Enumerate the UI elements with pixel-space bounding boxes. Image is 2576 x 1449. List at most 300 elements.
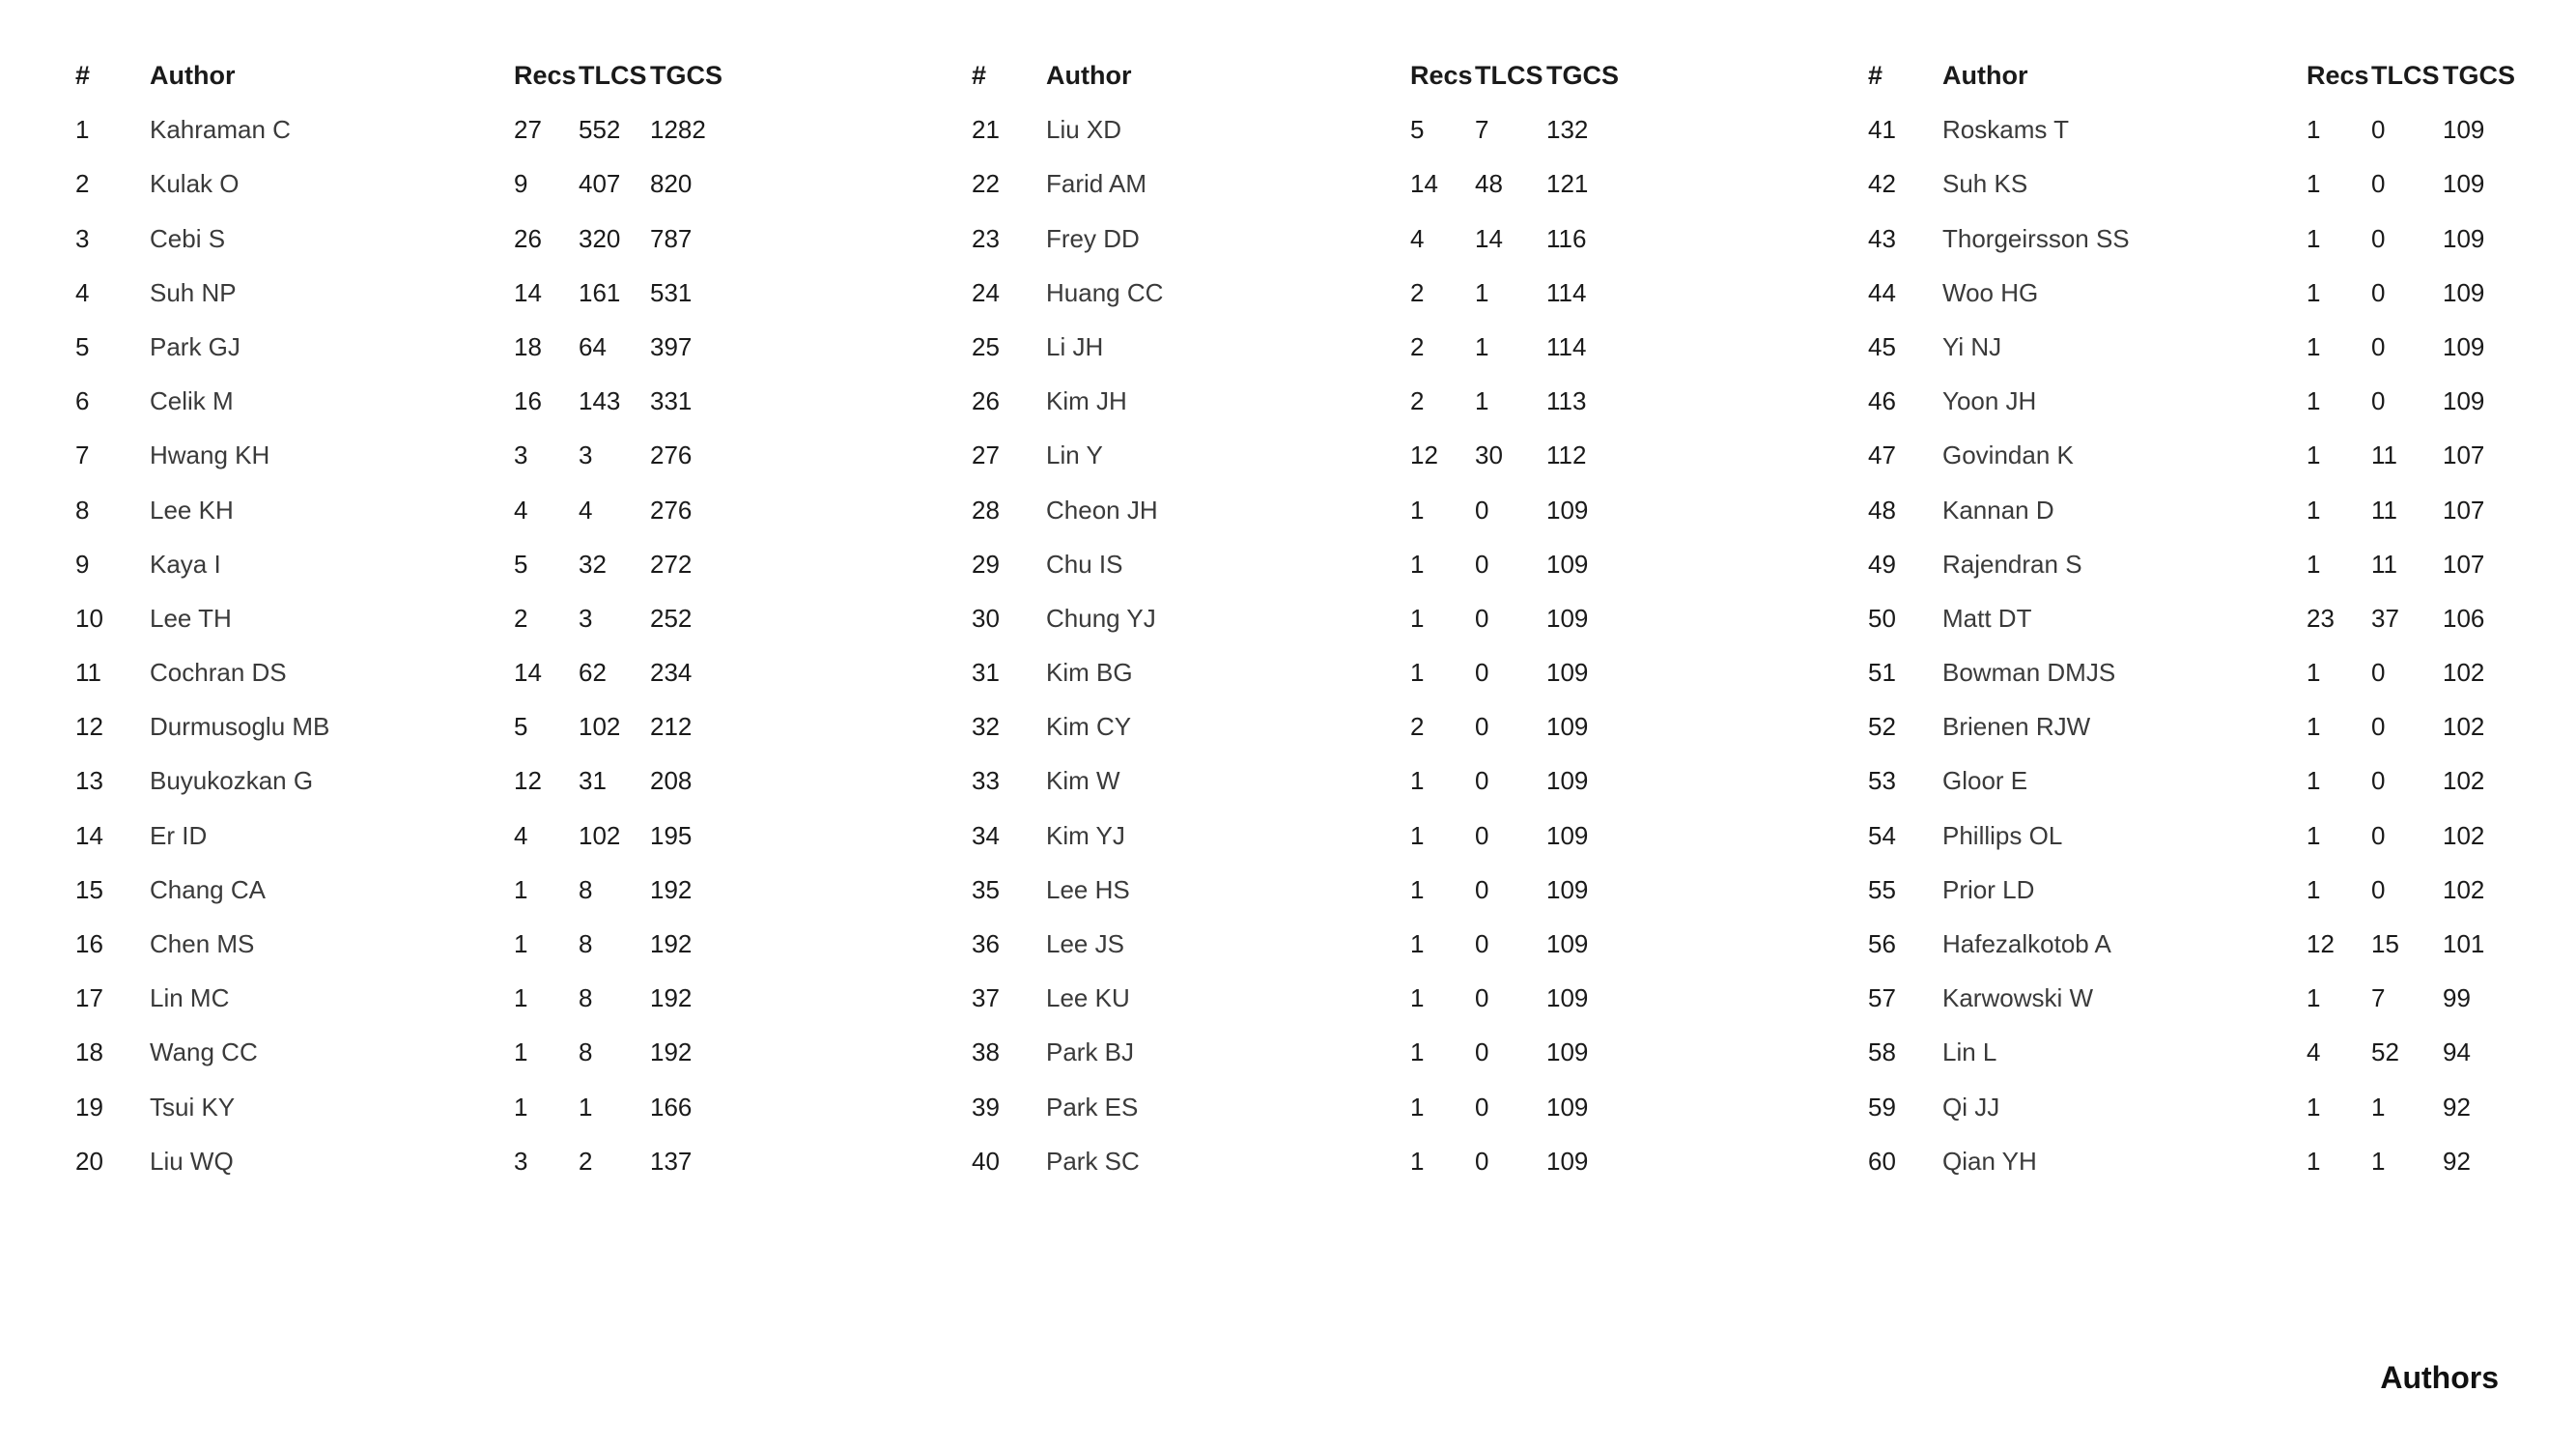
table-row [972, 1134, 1764, 1188]
cell-recs: 1 [514, 983, 528, 1013]
column-header-tgcs: TGCS [650, 61, 723, 90]
cell-author: Qi JJ [1942, 1092, 2000, 1122]
cell-tlcs: 0 [1475, 1146, 1489, 1176]
cell-tgcs: 208 [650, 766, 693, 796]
cell-tlcs: 11 [2371, 549, 2397, 579]
column-header-tgcs: TGCS [1546, 61, 1620, 90]
cell-num: 7 [75, 440, 90, 470]
cell-tlcs: 0 [2371, 223, 2386, 253]
cell-num: 17 [75, 983, 103, 1013]
table-column-block-3 [1868, 48, 2576, 1188]
cell-recs: 3 [514, 1146, 528, 1176]
cell-recs: 1 [2307, 658, 2321, 688]
cell-recs: 1 [2307, 1146, 2321, 1176]
cell-tlcs: 552 [579, 115, 621, 145]
table-row [972, 320, 1764, 374]
cell-num: 3 [75, 223, 90, 253]
table-row [75, 753, 867, 808]
table-row [972, 266, 1764, 320]
cell-tlcs: 7 [2371, 983, 2386, 1013]
cell-num: 37 [972, 983, 1000, 1013]
cell-tlcs: 1 [1475, 277, 1489, 307]
cell-tlcs: 0 [1475, 603, 1489, 633]
cell-num: 20 [75, 1146, 103, 1176]
cell-recs: 1 [2307, 115, 2321, 145]
table-row [1868, 212, 2576, 266]
table-row [1868, 374, 2576, 428]
table-row [972, 699, 1764, 753]
cell-tgcs: 1282 [650, 115, 706, 145]
table-row [1868, 537, 2576, 591]
cell-author: Celik M [150, 386, 234, 416]
cell-tlcs: 11 [2371, 495, 2397, 525]
cell-tgcs: 109 [2443, 331, 2485, 361]
table-row [75, 1025, 867, 1079]
cell-tlcs: 8 [579, 983, 593, 1013]
cell-tgcs: 102 [2443, 658, 2485, 688]
cell-tgcs: 116 [1546, 223, 1587, 253]
cell-tgcs: 109 [1546, 1146, 1589, 1176]
cell-tgcs: 820 [650, 169, 693, 199]
cell-num: 35 [972, 874, 1000, 904]
cell-num: 60 [1868, 1146, 1896, 1176]
cell-tgcs: 109 [2443, 169, 2485, 199]
table-row [1868, 753, 2576, 808]
table-row [75, 374, 867, 428]
cell-tlcs: 1 [579, 1092, 593, 1122]
table-row [1868, 266, 2576, 320]
cell-tlcs: 0 [2371, 874, 2386, 904]
cell-tlcs: 0 [2371, 277, 2386, 307]
cell-num: 10 [75, 603, 103, 633]
cell-author: Lee JS [1046, 929, 1124, 958]
cell-tlcs: 32 [579, 549, 607, 579]
table-row [75, 1134, 867, 1188]
cell-author: Yoon JH [1942, 386, 2037, 416]
cell-recs: 1 [2307, 1092, 2321, 1122]
cell-recs: 1 [2307, 766, 2321, 796]
cell-recs: 1 [1410, 983, 1425, 1013]
table-row [1868, 1025, 2576, 1079]
cell-author: Huang CC [1046, 277, 1164, 307]
cell-num: 29 [972, 549, 1000, 579]
table-row [972, 1025, 1764, 1079]
table-row [75, 863, 867, 917]
cell-num: 11 [75, 658, 101, 688]
column-header-tlcs: TLCS [579, 61, 647, 90]
cell-num: 57 [1868, 983, 1896, 1013]
cell-author: Buyukozkan G [150, 766, 314, 796]
table-row [972, 102, 1764, 156]
cell-author: Yi NJ [1942, 331, 2002, 361]
cell-recs: 14 [1410, 169, 1438, 199]
cell-author: Bowman DMJS [1942, 658, 2116, 688]
cell-recs: 1 [2307, 169, 2321, 199]
cell-tgcs: 107 [2443, 495, 2485, 525]
cell-author: Chu IS [1046, 549, 1123, 579]
cell-tlcs: 8 [579, 1037, 593, 1067]
table-row [1868, 917, 2576, 971]
cell-recs: 1 [2307, 820, 2321, 850]
cell-tlcs: 143 [579, 386, 621, 416]
cell-tlcs: 37 [2371, 603, 2399, 633]
table-row [972, 156, 1764, 211]
cell-author: Cheon JH [1046, 495, 1158, 525]
cell-tgcs: 102 [2443, 874, 2485, 904]
cell-author: Matt DT [1942, 603, 2032, 633]
cell-tlcs: 7 [1475, 115, 1489, 145]
table-row [75, 156, 867, 211]
cell-num: 24 [972, 277, 1000, 307]
cell-tlcs: 64 [579, 331, 607, 361]
cell-recs: 1 [1410, 820, 1425, 850]
cell-recs: 23 [2307, 603, 2335, 633]
cell-tlcs: 2 [579, 1146, 593, 1176]
cell-author: Park ES [1046, 1092, 1139, 1122]
table-header-row [1868, 48, 2576, 102]
cell-author: Park SC [1046, 1146, 1140, 1176]
cell-author: Tsui KY [150, 1092, 236, 1122]
cell-recs: 1 [1410, 766, 1425, 796]
table-row [75, 917, 867, 971]
table-row [1868, 971, 2576, 1025]
cell-num: 41 [1868, 115, 1896, 145]
column-header-tgcs: TGCS [2443, 61, 2516, 90]
cell-tgcs: 109 [2443, 277, 2485, 307]
cell-tgcs: 109 [2443, 223, 2485, 253]
cell-tlcs: 407 [579, 169, 621, 199]
column-header-author: Author [150, 61, 236, 90]
cell-tgcs: 109 [1546, 820, 1589, 850]
cell-recs: 1 [514, 929, 528, 958]
cell-num: 31 [972, 658, 1000, 688]
cell-tlcs: 0 [2371, 331, 2386, 361]
cell-tlcs: 0 [2371, 766, 2386, 796]
cell-tgcs: 109 [1546, 495, 1589, 525]
cell-recs: 27 [514, 115, 542, 145]
cell-recs: 12 [2307, 929, 2335, 958]
cell-num: 16 [75, 929, 103, 958]
cell-num: 36 [972, 929, 1000, 958]
cell-recs: 1 [1410, 1037, 1425, 1067]
table-row [75, 591, 867, 645]
table-row [1868, 483, 2576, 537]
cell-tlcs: 3 [579, 440, 593, 470]
cell-num: 32 [972, 712, 1000, 742]
cell-recs: 1 [2307, 440, 2321, 470]
cell-tgcs: 112 [1546, 440, 1587, 470]
cell-tgcs: 276 [650, 440, 693, 470]
table-row [1868, 320, 2576, 374]
cell-tlcs: 0 [1475, 495, 1489, 525]
cell-tlcs: 161 [579, 277, 621, 307]
cell-tlcs: 0 [1475, 1037, 1489, 1067]
table-header-row [972, 48, 1764, 102]
cell-author: Lin MC [150, 983, 230, 1013]
table-row [972, 537, 1764, 591]
column-header-recs: Recs [514, 61, 577, 90]
cell-recs: 26 [514, 223, 542, 253]
cell-tgcs: 109 [1546, 549, 1589, 579]
cell-author: Lin Y [1046, 440, 1103, 470]
cell-num: 4 [75, 277, 90, 307]
cell-recs: 1 [2307, 277, 2321, 307]
cell-recs: 1 [2307, 549, 2321, 579]
table-row [1868, 863, 2576, 917]
cell-tlcs: 0 [1475, 983, 1489, 1013]
table-row [1868, 1134, 2576, 1188]
table-row [972, 645, 1764, 699]
column-header-num: # [1868, 61, 1883, 90]
cell-tlcs: 4 [579, 495, 593, 525]
cell-num: 42 [1868, 169, 1896, 199]
cell-num: 13 [75, 766, 103, 796]
cell-num: 18 [75, 1037, 103, 1067]
cell-recs: 2 [1410, 386, 1425, 416]
cell-tlcs: 0 [1475, 1092, 1489, 1122]
cell-author: Park BJ [1046, 1037, 1135, 1067]
cell-num: 1 [75, 115, 90, 145]
cell-tlcs: 8 [579, 874, 593, 904]
cell-author: Frey DD [1046, 223, 1140, 253]
cell-recs: 2 [514, 603, 528, 633]
cell-num: 15 [75, 874, 103, 904]
cell-tgcs: 787 [650, 223, 693, 253]
cell-tgcs: 132 [1546, 115, 1589, 145]
cell-tlcs: 1 [2371, 1092, 2386, 1122]
cell-author: Thorgeirsson SS [1942, 223, 2130, 253]
cell-author: Suh KS [1942, 169, 2028, 199]
table-row [972, 863, 1764, 917]
cell-num: 49 [1868, 549, 1896, 579]
cell-author: Farid AM [1046, 169, 1147, 199]
cell-num: 26 [972, 386, 1000, 416]
cell-tgcs: 234 [650, 658, 693, 688]
cell-tgcs: 531 [650, 277, 693, 307]
cell-num: 39 [972, 1092, 1000, 1122]
cell-recs: 1 [2307, 874, 2321, 904]
cell-author: Liu WQ [150, 1146, 234, 1176]
cell-author: Woo HG [1942, 277, 2039, 307]
cell-num: 14 [75, 820, 103, 850]
cell-tgcs: 397 [650, 331, 693, 361]
cell-num: 34 [972, 820, 1000, 850]
cell-recs: 2 [1410, 331, 1425, 361]
cell-recs: 1 [1410, 549, 1425, 579]
cell-author: Park GJ [150, 331, 241, 361]
cell-num: 8 [75, 495, 90, 525]
table-row [75, 1080, 867, 1134]
cell-author: Chung YJ [1046, 603, 1156, 633]
column-header-num: # [972, 61, 987, 90]
cell-tlcs: 1 [1475, 331, 1489, 361]
cell-author: Kahraman C [150, 115, 291, 145]
cell-recs: 9 [514, 169, 528, 199]
cell-tlcs: 0 [2371, 115, 2386, 145]
table-row [972, 917, 1764, 971]
cell-author: Li JH [1046, 331, 1104, 361]
cell-recs: 1 [2307, 495, 2321, 525]
table-row [75, 428, 867, 482]
cell-num: 21 [972, 115, 1000, 145]
table-row [75, 537, 867, 591]
cell-tlcs: 8 [579, 929, 593, 958]
cell-num: 25 [972, 331, 1000, 361]
cell-author: Prior LD [1942, 874, 2035, 904]
cell-tgcs: 109 [1546, 1092, 1589, 1122]
cell-tgcs: 92 [2443, 1146, 2471, 1176]
table-row [972, 1080, 1764, 1134]
table-row [1868, 809, 2576, 863]
cell-num: 46 [1868, 386, 1896, 416]
cell-tgcs: 276 [650, 495, 693, 525]
table-row [1868, 156, 2576, 211]
cell-author: Lee HS [1046, 874, 1130, 904]
cell-recs: 1 [2307, 331, 2321, 361]
cell-author: Hwang KH [150, 440, 270, 470]
cell-tgcs: 109 [2443, 386, 2485, 416]
cell-author: Liu XD [1046, 115, 1122, 145]
cell-tgcs: 137 [650, 1146, 693, 1176]
cell-recs: 1 [1410, 1146, 1425, 1176]
table-row [972, 428, 1764, 482]
cell-num: 51 [1868, 658, 1896, 688]
cell-tlcs: 0 [1475, 929, 1489, 958]
cell-author: Chen MS [150, 929, 255, 958]
cell-recs: 4 [514, 820, 528, 850]
table-row [75, 971, 867, 1025]
table-row [972, 753, 1764, 808]
cell-tlcs: 0 [2371, 169, 2386, 199]
cell-recs: 14 [514, 277, 542, 307]
table-row [972, 591, 1764, 645]
column-header-tlcs: TLCS [1475, 61, 1543, 90]
cell-recs: 5 [1410, 115, 1425, 145]
table-row [1868, 591, 2576, 645]
cell-author: Kim BG [1046, 658, 1133, 688]
cell-tlcs: 48 [1475, 169, 1503, 199]
cell-recs: 1 [1410, 658, 1425, 688]
cell-author: Rajendran S [1942, 549, 2082, 579]
cell-author: Karwowski W [1942, 983, 2094, 1013]
cell-tgcs: 107 [2443, 440, 2485, 470]
cell-author: Phillips OL [1942, 820, 2063, 850]
cell-tgcs: 192 [650, 929, 693, 958]
table-row [972, 212, 1764, 266]
table-row [972, 971, 1764, 1025]
cell-tgcs: 109 [1546, 658, 1589, 688]
cell-author: Hafezalkotob A [1942, 929, 2111, 958]
cell-tgcs: 92 [2443, 1092, 2471, 1122]
cell-tgcs: 192 [650, 1037, 693, 1067]
cell-tgcs: 166 [650, 1092, 693, 1122]
cell-tlcs: 0 [1475, 549, 1489, 579]
cell-tgcs: 107 [2443, 549, 2485, 579]
cell-recs: 1 [1410, 1092, 1425, 1122]
cell-tgcs: 94 [2443, 1037, 2471, 1067]
table-row [972, 809, 1764, 863]
table-row [75, 266, 867, 320]
cell-tlcs: 0 [1475, 658, 1489, 688]
cell-author: Kim YJ [1046, 820, 1125, 850]
cell-tlcs: 102 [579, 712, 621, 742]
cell-num: 22 [972, 169, 1000, 199]
cell-num: 44 [1868, 277, 1896, 307]
table-row [972, 483, 1764, 537]
cell-recs: 1 [2307, 712, 2321, 742]
column-header-author: Author [1046, 61, 1132, 90]
cell-author: Cebi S [150, 223, 226, 253]
column-header-recs: Recs [1410, 61, 1473, 90]
cell-author: Kulak O [150, 169, 240, 199]
cell-tlcs: 15 [2371, 929, 2399, 958]
cell-num: 55 [1868, 874, 1896, 904]
cell-num: 2 [75, 169, 90, 199]
cell-tgcs: 252 [650, 603, 693, 633]
cell-recs: 5 [514, 549, 528, 579]
cell-author: Kaya I [150, 549, 221, 579]
cell-tlcs: 0 [1475, 712, 1489, 742]
cell-tgcs: 192 [650, 874, 693, 904]
column-header-recs: Recs [2307, 61, 2369, 90]
cell-num: 53 [1868, 766, 1896, 796]
cell-tgcs: 109 [1546, 712, 1589, 742]
cell-recs: 16 [514, 386, 542, 416]
cell-tgcs: 331 [650, 386, 693, 416]
cell-tgcs: 272 [650, 549, 693, 579]
cell-author: Lee KH [150, 495, 234, 525]
page-title: Authors [2380, 1360, 2499, 1395]
cell-tgcs: 109 [2443, 115, 2485, 145]
cell-num: 6 [75, 386, 90, 416]
cell-author: Wang CC [150, 1037, 258, 1067]
cell-tlcs: 102 [579, 820, 621, 850]
cell-recs: 1 [514, 874, 528, 904]
cell-tlcs: 14 [1475, 223, 1503, 253]
cell-recs: 1 [1410, 495, 1425, 525]
cell-num: 30 [972, 603, 1000, 633]
cell-tgcs: 102 [2443, 820, 2485, 850]
cell-num: 40 [972, 1146, 1000, 1176]
cell-num: 48 [1868, 495, 1896, 525]
cell-tlcs: 0 [2371, 712, 2386, 742]
cell-author: Lee TH [150, 603, 232, 633]
cell-tgcs: 101 [2443, 929, 2485, 958]
cell-author: Cochran DS [150, 658, 287, 688]
cell-tlcs: 1 [1475, 386, 1489, 416]
cell-recs: 4 [2307, 1037, 2321, 1067]
cell-num: 12 [75, 712, 103, 742]
cell-tlcs: 31 [579, 766, 607, 796]
cell-tlcs: 0 [1475, 874, 1489, 904]
table-row [1868, 645, 2576, 699]
cell-recs: 12 [514, 766, 542, 796]
cell-recs: 3 [514, 440, 528, 470]
cell-tgcs: 102 [2443, 712, 2485, 742]
column-header-author: Author [1942, 61, 2028, 90]
cell-author: Roskams T [1942, 115, 2069, 145]
table-row [75, 645, 867, 699]
cell-tlcs: 1 [2371, 1146, 2386, 1176]
cell-num: 19 [75, 1092, 103, 1122]
cell-tgcs: 192 [650, 983, 693, 1013]
cell-author: Lin L [1942, 1037, 1997, 1067]
cell-author: Kim CY [1046, 712, 1132, 742]
cell-tgcs: 109 [1546, 983, 1589, 1013]
cell-recs: 5 [514, 712, 528, 742]
column-header-num: # [75, 61, 91, 90]
cell-tgcs: 121 [1546, 169, 1589, 199]
